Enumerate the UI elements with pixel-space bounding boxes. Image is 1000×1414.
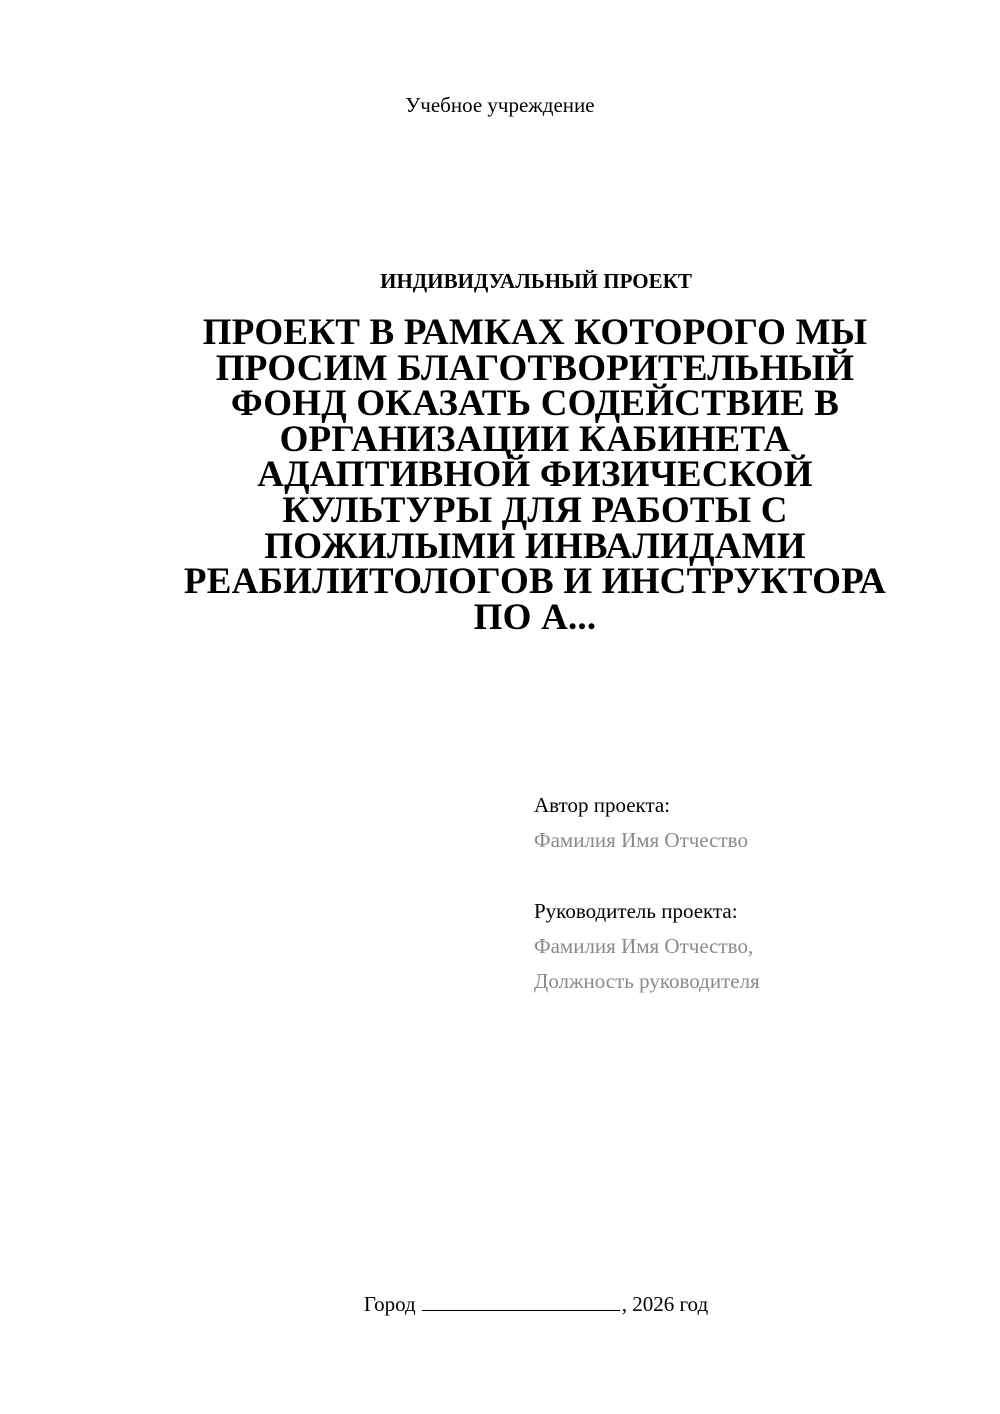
city-blank-underline bbox=[422, 1290, 620, 1311]
project-title-line: ОРГАНИЗАЦИИ КАБИНЕТА bbox=[279, 418, 791, 460]
project-title-line: ПРОСИМ БЛАГОТВОРИТЕЛЬНЫЙ bbox=[215, 347, 855, 389]
project-title-line: ПО А... bbox=[473, 596, 597, 638]
project-people bbox=[534, 788, 964, 999]
institution-name: Учебное учреждение bbox=[405, 93, 595, 117]
author-name: Фамилия Имя Отчество bbox=[534, 828, 748, 852]
project-title-line: ПРОЕКТ В РАМКАХ КОТОРОГО МЫ bbox=[202, 312, 868, 353]
project-title-line: ФОНД ОКАЗАТЬ СОДЕЙСТВИЕ В bbox=[230, 383, 840, 425]
supervisor-name: Фамилия Имя Отчество, bbox=[534, 934, 754, 958]
document-type: ИНДИВИДУАЛЬНЫЙ ПРОЕКТ bbox=[380, 269, 692, 293]
year-text: , 2026 год bbox=[621, 1292, 709, 1316]
supervisor-label: Руководитель проекта: bbox=[534, 899, 738, 923]
project-title-line: АДАПТИВНОЙ ФИЗИЧЕСКОЙ bbox=[257, 454, 813, 496]
city-year-line bbox=[0, 1290, 1000, 1317]
project-title bbox=[160, 312, 910, 638]
project-title-line: КУЛЬТУРЫ ДЛЯ РАБОТЫ С bbox=[282, 489, 788, 531]
city-label: Город bbox=[363, 1292, 416, 1316]
project-title-line: ПОЖИЛЫМИ ИНВАЛИДАМИ bbox=[264, 525, 806, 567]
author-label: Автор проекта: bbox=[534, 793, 671, 817]
project-title-line: РЕАБИЛИТОЛОГОВ И ИНСТРУКТОРА bbox=[183, 561, 887, 603]
spacer bbox=[534, 858, 964, 894]
supervisor-position: Должность руководителя bbox=[534, 969, 760, 993]
